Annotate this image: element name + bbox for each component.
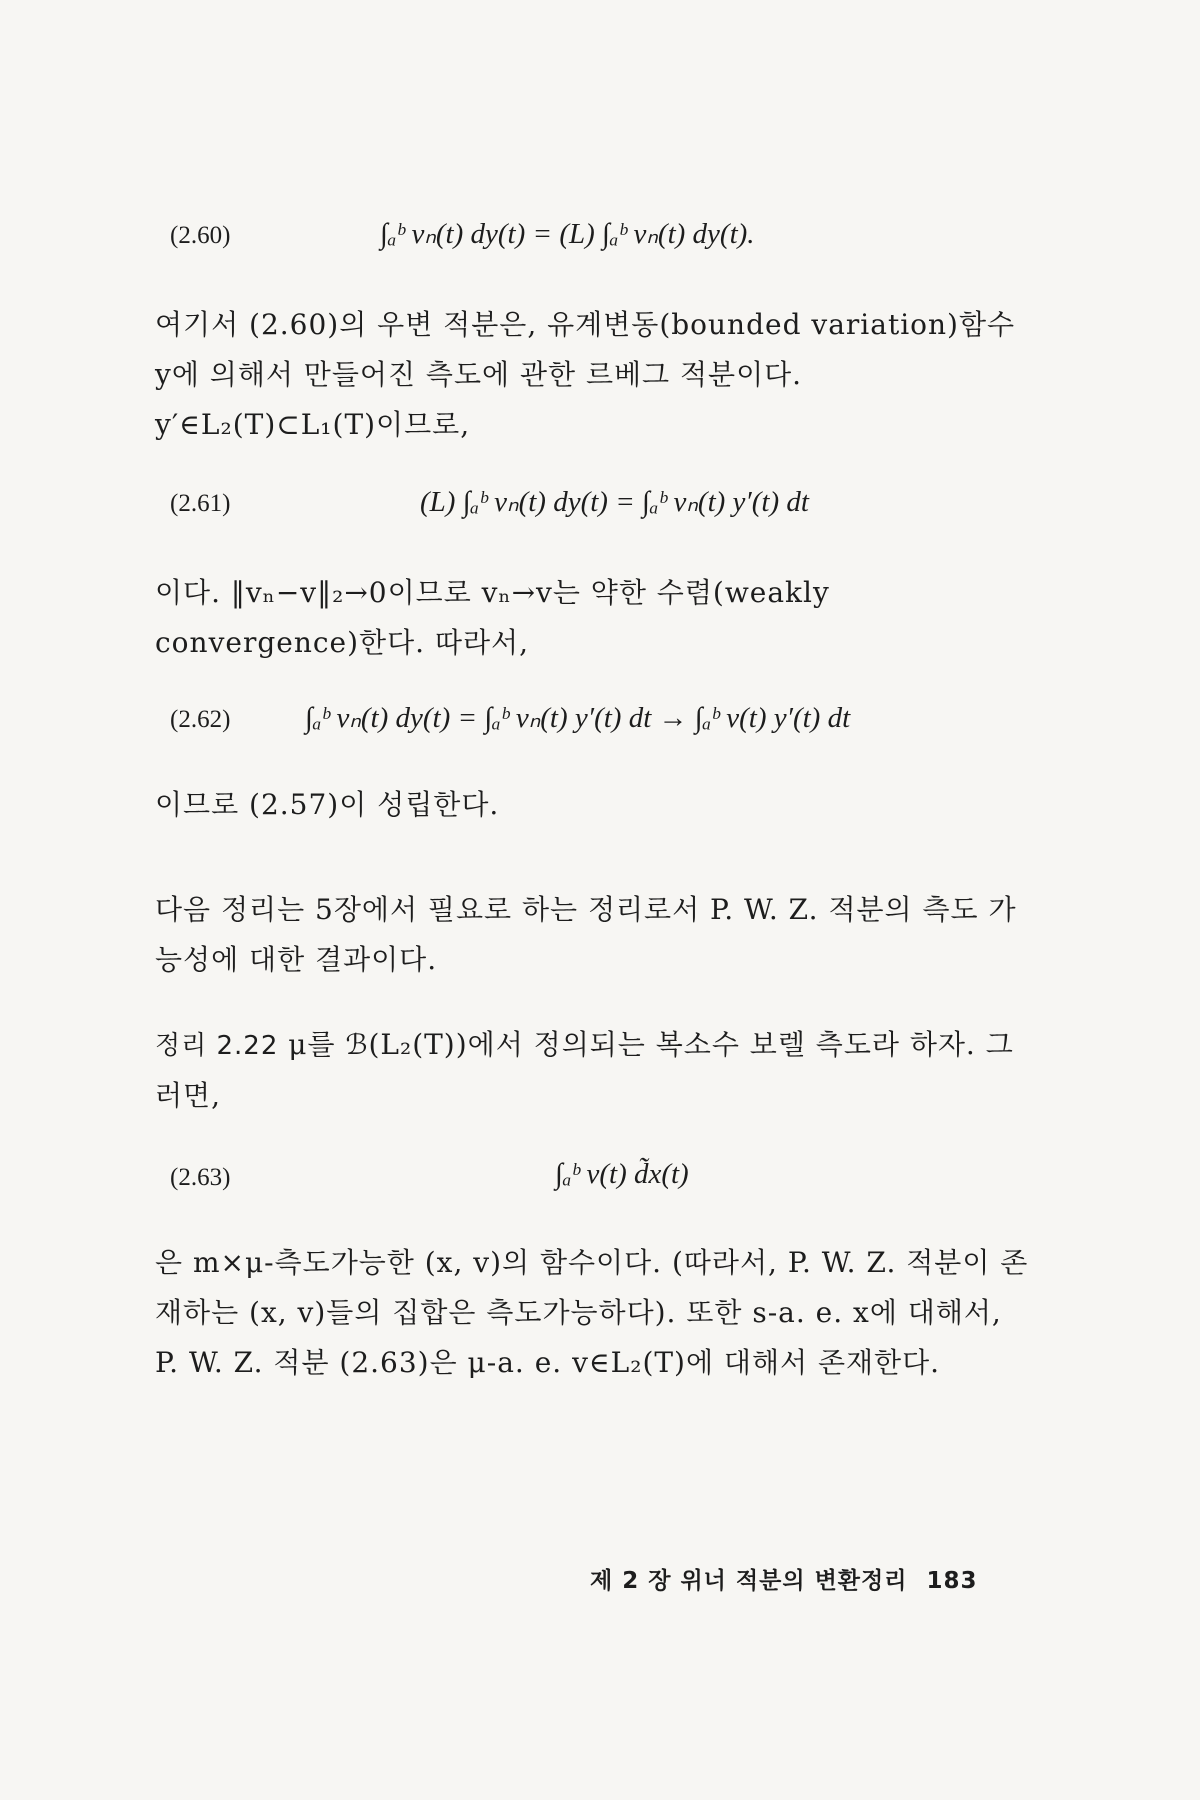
theorem-statement: μ를 ℬ(L₂(T))에서 정의되는 복소수 보렐 측도라 하자. 그러면,: [155, 1028, 1014, 1112]
paragraph-next-theorem-intro: 다음 정리는 5장에서 필요로 하는 정리로서 P. W. Z. 적분의 측도 가능성에 대한 결과이다.: [155, 893, 1017, 976]
page-number: 183: [926, 1568, 978, 1594]
theorem-2-22: [155, 1020, 1035, 1121]
page-footer: [590, 1562, 977, 1595]
paragraph-variation-integral: 여기서 (2.60)의 우변 적분은, 유계변동(bounded variation)함수 y에 의해서 만들어진 측도에 관한 르베그 적분이다.: [155, 308, 1016, 391]
equation-label-2-61: (2.61): [170, 490, 231, 517]
paragraph-conclusion-2-57: 이므로 (2.57)이 성립한다.: [155, 788, 500, 821]
equation-label-2-63: (2.63): [170, 1164, 231, 1191]
equation-2-60: ∫ₐᵇ vₙ(t) dy(t) = (L) ∫ₐᵇ vₙ(t) dy(t).: [380, 218, 755, 250]
chapter-title: 제 2 장 위너 적분의 변환정리: [590, 1568, 908, 1594]
theorem-heading: 정리 2.22: [155, 1031, 279, 1061]
paragraph-weak-convergence: 이다. ‖vₙ−v‖₂→0이므로 vₙ→v는 약한 수렴(weakly convergence)한다. 따라서,: [155, 576, 830, 659]
equation-2-63: ∫ₐᵇ v(t) d̃x(t): [555, 1158, 689, 1190]
equation-label-2-60: (2.60): [170, 222, 231, 249]
equation-2-62: ∫ₐᵇ vₙ(t) dy(t) = ∫ₐᵇ vₙ(t) y′(t) dt → ∫ₐᵇ v(t) y′(t) dt: [305, 702, 851, 734]
equation-2-61: (L) ∫ₐᵇ vₙ(t) dy(t) = ∫ₐᵇ vₙ(t) y′(t) dt: [420, 486, 809, 518]
paragraph-measurability-result: 은 m×μ-측도가능한 (x, v)의 함수이다. (따라서, P. W. Z. 적분이 존재하는 (x, v)들의 집합은 측도가능하다). 또한 s-a. e. x에 대해서, P. W. Z. 적분 (2.63)은 μ-a. e. v∈L₂(T)에 대해서 존재한다.: [155, 1246, 1029, 1379]
equation-label-2-62: (2.62): [170, 706, 231, 733]
paragraph-l2-subset: y′∈L₂(T)⊂L₁(T)이므로,: [155, 408, 471, 441]
